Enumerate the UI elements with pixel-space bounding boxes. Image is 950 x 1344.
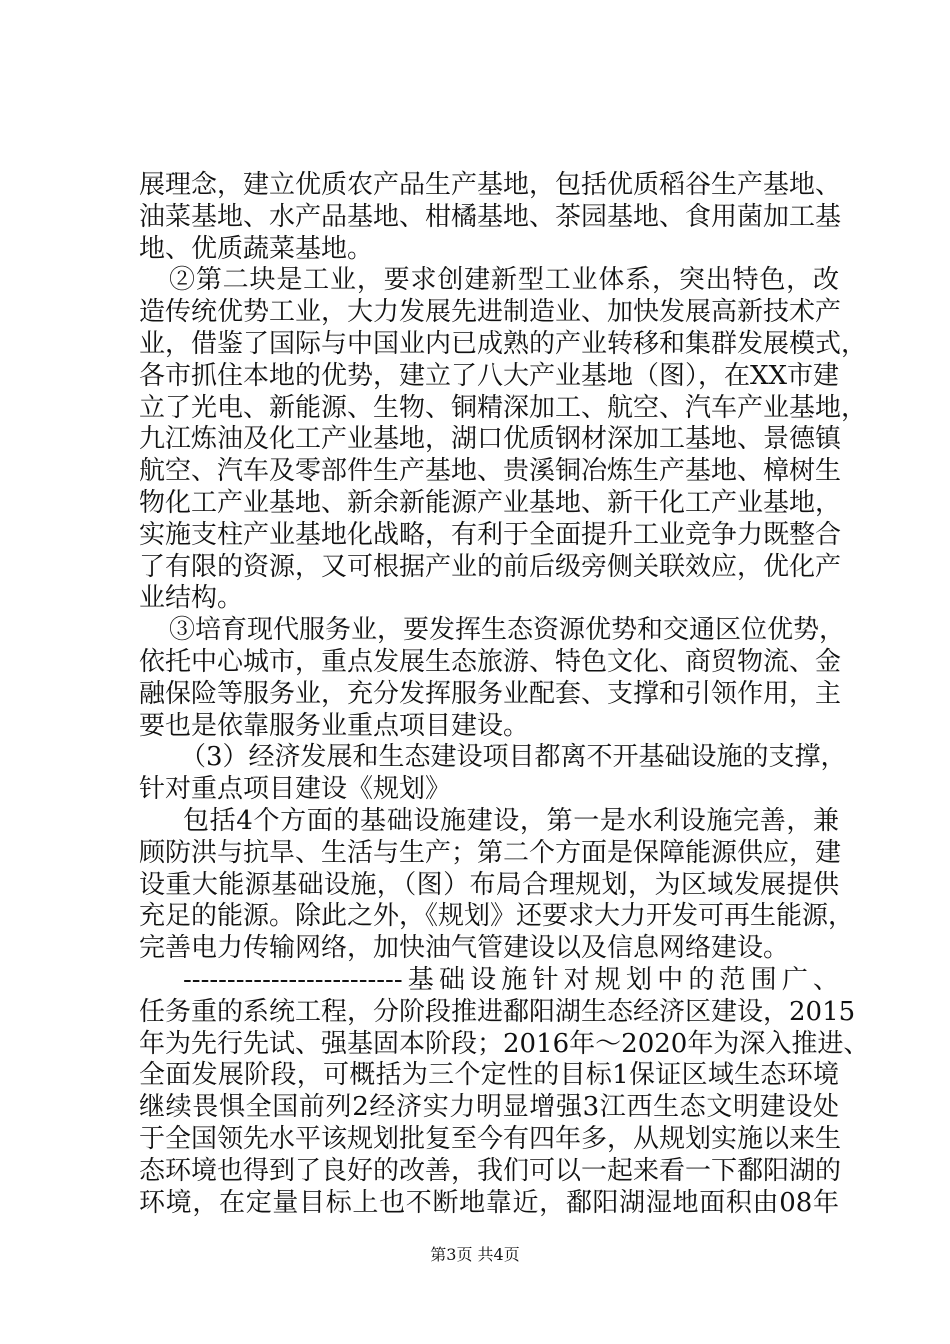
text-line: 全面发展阶段，可概括为三个定性的目标1保证区域生态环境: [139, 1060, 839, 1091]
text-line: 各市抓住本地的优势，建立了八大产业基地（图），在XX市建: [139, 360, 840, 391]
text-line: 融保险等服务业，充分发挥服务业配套、支撑和引领作用，主: [139, 678, 842, 709]
text-line: 业，借鉴了国际与中国业内已成熟的产业转移和集群发展模式，: [139, 328, 868, 359]
text-line: 态环境也得到了良好的改善，我们可以一起来看一下鄱阳湖的: [139, 1155, 842, 1186]
text-line: 九江炼油及化工产业基地，湖口优质钢材深加工基地、景德镇: [139, 424, 842, 455]
document-body: [139, 170, 870, 1219]
text-line: 针对重点项目建设《规划》: [139, 774, 452, 805]
text-line: 于全国领先水平该规划批复至今有四年多，从规划实施以来生: [139, 1123, 842, 1154]
text-line: 要也是依靠服务业重点项目建设。: [139, 710, 530, 741]
text-line: 依托中心城市，重点发展生态旅游、特色文化、商贸物流、金: [139, 646, 842, 677]
text-line: 业结构。: [139, 583, 244, 614]
text-line: 了有限的资源，又可根据产业的前后级旁侧关联效应，优化产: [139, 551, 842, 582]
text-line: ③培育现代服务业，要发挥生态资源优势和交通区位优势，: [169, 615, 846, 646]
text-line: 物化工产业基地、新余新能源产业基地、新干化工产业基地，: [139, 487, 842, 518]
text-line: 地、优质蔬菜基地。: [139, 233, 374, 264]
text-line: 充足的能源。除此之外，《规划》还要求大力开发可再生能源，: [139, 901, 855, 932]
text-line: （3）经济发展和生态建设项目都离不开基础设施的支撑，: [180, 742, 847, 773]
text-line: 环境，在定量目标上也不断地靠近，鄱阳湖湿地面积由08年: [139, 1187, 839, 1218]
text-line: 航空、汽车及零部件生产基地、贵溪铜冶炼生产基地、樟树生: [139, 456, 842, 487]
text-line: ②第二块是工业，要求创建新型工业体系，突出特色，改: [169, 265, 839, 296]
text-line: 年为先行先试、强基固本阶段；2016年～2020年为深入推进、: [139, 1028, 870, 1059]
text-line: 立了光电、新能源、生物、铜精深加工、航空、汽车产业基地，: [139, 392, 868, 423]
text-line: 顾防洪与抗旱、生活与生产；第二个方面是保障能源供应，建: [139, 837, 842, 868]
text-line: -------------------------基础设施针对规划中的范围广、: [183, 964, 839, 995]
text-line: 继续畏惧全国前列2经济实力明显增强3江西生态文明建设处: [139, 1092, 839, 1123]
text-line: 完善电力传输网络，加快油气管建设以及信息网络建设。: [139, 933, 790, 964]
page-number-footer: 第3页 共4页: [430, 1245, 520, 1264]
text-line: 油菜基地、水产品基地、柑橘基地、茶园基地、食用菌加工基: [139, 201, 842, 232]
text-line: 包括4个方面的基础设施建设，第一是水利设施完善，兼: [183, 805, 839, 836]
text-line: 设重大能源基础设施，（图）布局合理规划，为区域发展提供: [139, 869, 839, 900]
text-line: 实施支柱产业基地化战略，有利于全面提升工业竞争力既整合: [139, 519, 842, 550]
text-line: 任务重的系统工程，分阶段推进鄱阳湖生态经济区建设，2015: [139, 996, 856, 1027]
text-line: 展理念，建立优质农产品生产基地，包括优质稻谷生产基地、: [139, 170, 842, 200]
text-line: 造传统优势工业，大力发展先进制造业、加快发展高新技术产: [139, 297, 842, 328]
